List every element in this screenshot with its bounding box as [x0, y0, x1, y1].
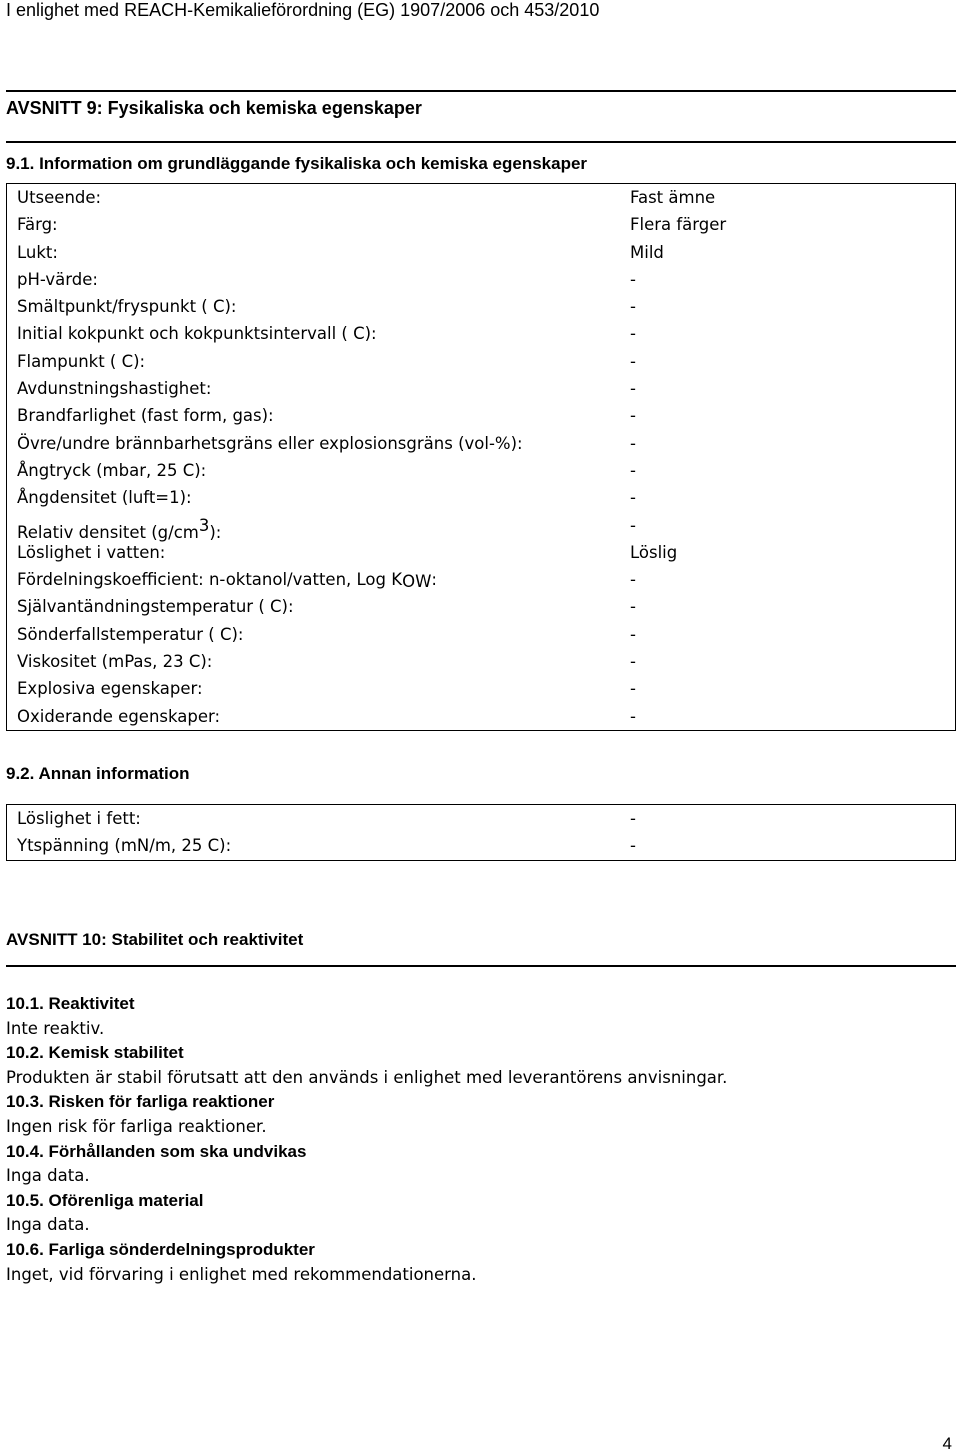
property-row: [7, 457, 955, 484]
property-row: [7, 539, 955, 566]
property-row: [7, 430, 955, 457]
property-value: -: [630, 351, 636, 371]
property-label: [17, 703, 220, 730]
property-label-text: Självantändningstemperatur ( C):: [17, 597, 294, 617]
property-row: [7, 184, 955, 211]
property-value: -: [630, 379, 636, 399]
property-label: [17, 320, 377, 347]
superscript: 3: [198, 515, 210, 535]
property-label-text: Oxiderande egenskaper:: [17, 706, 221, 726]
property-value: -: [630, 679, 636, 699]
subscript: OW: [402, 572, 432, 592]
property-label: [17, 484, 192, 511]
subsection-text: Inte reaktiv.: [6, 1018, 105, 1038]
page-number: 4: [942, 1434, 952, 1453]
property-label-text: Ångtryck (mbar, 25 C):: [17, 460, 207, 480]
section-divider: [6, 90, 956, 92]
property-label-text: Utseende:: [17, 188, 102, 207]
property-label-text: Färg:: [17, 215, 58, 235]
property-value: -: [630, 515, 636, 535]
property-row: [7, 832, 955, 859]
property-label: [17, 805, 141, 832]
subsection-heading: 10.3. Risken för farliga reaktioner: [6, 1092, 275, 1112]
section-10-content: [6, 992, 946, 1287]
property-label-text: Fördelningskoefficient: n-oktanol/vatten, Log K: [17, 570, 403, 590]
property-row: [7, 805, 955, 832]
section-divider: [6, 965, 956, 967]
subsection-text: Inga data.: [6, 1215, 90, 1235]
property-label: [17, 266, 98, 293]
section-10-heading: AVSNITT 10: Stabilitet och reaktivitet: [6, 930, 304, 949]
property-value: Löslig: [630, 542, 678, 562]
property-value: -: [630, 809, 636, 828]
property-value: -: [630, 624, 636, 644]
property-row: [7, 293, 955, 320]
property-label-text: Ångdensitet (luft=1):: [17, 488, 192, 508]
property-label: [17, 430, 523, 457]
property-row: [7, 239, 955, 266]
property-value: -: [630, 488, 636, 508]
property-label-text: Löslighet i vatten:: [17, 542, 166, 562]
section-divider: [6, 141, 956, 143]
property-label: [17, 621, 244, 648]
property-value: Fast ämne: [630, 188, 716, 207]
property-row: [7, 266, 955, 293]
property-label-text: Ytspänning (mN/m, 25 C):: [17, 836, 232, 856]
property-row: [7, 621, 955, 648]
property-label-text: pH-värde:: [17, 269, 98, 289]
property-label-text: Löslighet i fett:: [17, 809, 141, 828]
property-row: [7, 512, 955, 542]
property-label: [17, 832, 231, 859]
property-label-text: Viskositet (mPas, 23 C):: [17, 652, 213, 672]
property-row: [7, 648, 955, 675]
property-label-text: Övre/undre brännbarhetsgräns eller explosionsgräns (vol-%):: [17, 433, 523, 453]
property-row: [7, 402, 955, 429]
property-value: -: [630, 597, 636, 617]
subsection-9-1-heading: 9.1. Information om grundläggande fysikaliska och kemiska egenskaper: [6, 154, 588, 173]
property-label-text: Smältpunkt/fryspunkt ( C):: [17, 297, 237, 317]
property-row: [7, 375, 955, 402]
document-header: I enlighet med REACH-Kemikalieförordning (EG) 1907/2006 och 453/2010: [6, 0, 600, 20]
property-value: -: [630, 460, 636, 480]
property-label-text: Lukt:: [17, 242, 58, 262]
subsection-text: Ingen risk för farliga reaktioner.: [6, 1116, 267, 1136]
subsection-text: Produkten är stabil förutsatt att den används i enlighet med leverantörens anvisningar.: [6, 1067, 728, 1087]
property-value: -: [630, 433, 636, 453]
property-label: [17, 539, 165, 566]
property-label-text: Flampunkt ( C):: [17, 351, 146, 371]
property-label: [17, 648, 212, 675]
property-value: -: [630, 297, 636, 317]
property-label-text: Initial kokpunkt och kokpunktsintervall ( C):: [17, 324, 377, 344]
property-row: [7, 703, 955, 730]
property-label: [17, 402, 274, 429]
properties-table: [6, 183, 956, 731]
property-row: [7, 211, 955, 238]
property-label: [17, 184, 101, 211]
property-row: [7, 675, 955, 702]
property-label-text: Explosiva egenskaper:: [17, 679, 203, 699]
property-row: [7, 593, 955, 620]
property-label-suffix: :: [431, 570, 437, 590]
section-9-heading: AVSNITT 9: Fysikaliska och kemiska egenskaper: [6, 98, 422, 118]
property-label-suffix: ):: [209, 522, 222, 542]
subsection-text: Inga data.: [6, 1166, 90, 1186]
subsection-heading: 10.2. Kemisk stabilitet: [6, 1043, 184, 1063]
subsection-text: Inget, vid förvaring i enlighet med rekommendationerna.: [6, 1264, 477, 1284]
property-row: [7, 484, 955, 511]
subsection-9-2-heading: 9.2. Annan information: [6, 764, 190, 783]
subsection-heading: 10.6. Farliga sönderdelningsprodukter: [6, 1239, 315, 1259]
property-label: [17, 211, 58, 238]
property-value: -: [630, 324, 636, 344]
property-value: Flera färger: [630, 215, 727, 235]
property-value: -: [630, 706, 636, 726]
other-info-table: [6, 804, 956, 861]
property-label: [17, 593, 294, 620]
property-label: [17, 566, 437, 595]
property-value: -: [630, 836, 636, 856]
property-label: [17, 348, 145, 375]
property-label: [17, 375, 211, 402]
subsection-heading: 10.5. Oförenliga material: [6, 1190, 204, 1210]
subsection-heading: 10.1. Reaktivitet: [6, 994, 135, 1013]
property-row: [7, 348, 955, 375]
property-label-text: Avdunstningshastighet:: [17, 379, 212, 399]
property-label: [17, 239, 58, 266]
property-value: -: [630, 269, 636, 289]
property-value: -: [630, 570, 636, 590]
property-value: -: [630, 652, 636, 672]
property-row: [7, 566, 955, 593]
property-label: [17, 293, 237, 320]
property-label-text: Brandfarlighet (fast form, gas):: [17, 406, 274, 426]
subsection-heading: 10.4. Förhållanden som ska undvikas: [6, 1141, 307, 1161]
property-label-text: Relativ densitet (g/cm: [17, 522, 199, 542]
property-label: [17, 457, 206, 484]
property-label: [17, 675, 203, 702]
property-label-text: Sönderfallstemperatur ( C):: [17, 624, 244, 644]
property-value: -: [630, 406, 636, 426]
property-value: Mild: [630, 242, 664, 262]
property-row: [7, 320, 955, 347]
